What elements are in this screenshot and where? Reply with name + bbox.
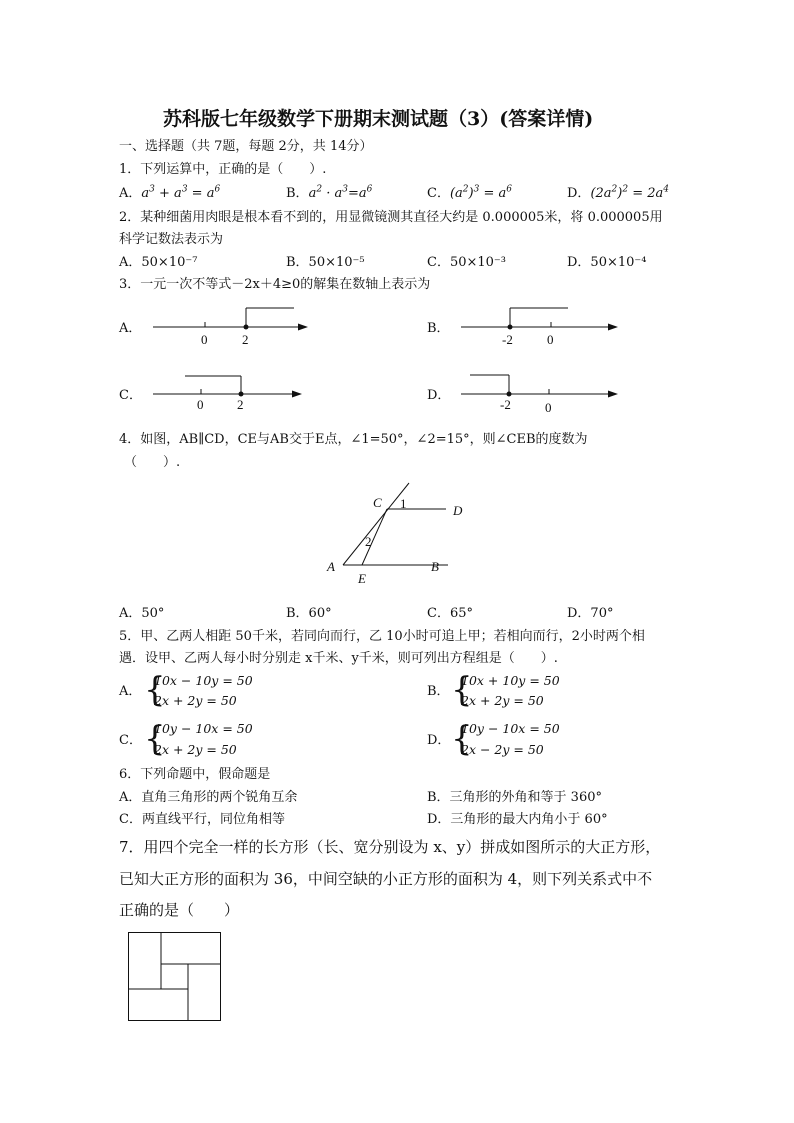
q1-d-label: D． xyxy=(567,186,591,201)
q4-label-e: E xyxy=(358,571,366,586)
q5-b-eq2: 2x + 2y = 50 xyxy=(461,693,544,708)
q5-stem-line1: 5．甲、乙两人相距 50千米，若同向而行，乙 10小时可追上甲；若相向而行，2小时两个相 xyxy=(119,629,645,644)
q4-option-a[interactable]: A．50° xyxy=(119,606,165,621)
q4-stem-line2: （ ）. xyxy=(124,455,181,470)
q5-option-a-label[interactable]: A． xyxy=(119,684,142,699)
q6-stem: 6．下列命题中，假命题是 xyxy=(119,767,271,782)
q2-option-a[interactable]: A．50×10⁻⁷ xyxy=(119,255,198,270)
q6-option-b[interactable]: B．三角形的外角和等于 360° xyxy=(427,790,602,805)
q3-d-tick-neg2: -2 xyxy=(500,397,511,412)
q5-b-eq1: 10x + 10y = 50 xyxy=(461,673,560,688)
q3-number-line-c xyxy=(150,367,320,417)
q1-option-c[interactable] xyxy=(427,186,512,202)
q5-option-d-label[interactable]: D． xyxy=(427,733,451,748)
q3-option-d-label[interactable]: D． xyxy=(427,388,451,403)
q5-d-brace: { xyxy=(451,719,473,759)
q3-a-tick-2: 2 xyxy=(242,332,249,347)
q4-option-b[interactable]: B．60° xyxy=(286,606,332,621)
q1-d-math: $(2a^2)^2 = 2a^4$ xyxy=(590,184,669,201)
q2-option-c[interactable]: C．50×10⁻³ xyxy=(427,255,506,270)
q2-option-d[interactable]: D．50×10⁻⁴ xyxy=(567,255,647,270)
q5-option-c-label[interactable]: C． xyxy=(119,733,142,748)
q3-option-c-label[interactable]: C． xyxy=(119,388,142,403)
q4-stem-line1: 4．如图，AB∥CD，CE与AB交于E点，∠1=50°，∠2=15°，则∠CEB的度数为 xyxy=(119,432,588,447)
q5-c-brace: { xyxy=(144,719,166,759)
q3-number-line-a xyxy=(150,300,320,350)
q7-rectangles-figure xyxy=(128,932,222,1022)
q3-c-tick-0: 0 xyxy=(197,397,204,412)
q5-b-brace: { xyxy=(451,670,473,710)
q3-c-tick-2: 2 xyxy=(237,397,244,412)
q6-option-d[interactable]: D．三角形的最大内角小于 60° xyxy=(427,812,608,827)
q4-angle-1: 1 xyxy=(400,496,407,511)
page-title: 苏科版七年级数学下册期末测试题（3）(答案详情) xyxy=(163,108,594,130)
q3-d-tick-0: 0 xyxy=(545,400,552,415)
q2-stem-line2: 科学记数法表示为 xyxy=(119,232,224,247)
q4-label-c: C xyxy=(373,495,382,510)
q3-b-tick-0: 0 xyxy=(547,332,554,347)
q5-a-eq1: 10x − 10y = 50 xyxy=(154,673,253,688)
q4-label-b: B xyxy=(431,559,439,574)
q5-option-b-label[interactable]: B． xyxy=(427,684,450,699)
q5-a-eq2: 2x + 2y = 50 xyxy=(154,693,237,708)
q1-option-b[interactable] xyxy=(286,186,372,202)
q1-option-d[interactable] xyxy=(567,186,669,202)
q5-d-eq2: 2x − 2y = 50 xyxy=(461,742,544,757)
q3-a-tick-0: 0 xyxy=(201,332,208,347)
q5-d-eq1: 10y − 10x = 50 xyxy=(461,721,560,736)
q1-a-math: $a^3 + a^3 = a^6$ xyxy=(141,184,221,201)
q5-a-brace: { xyxy=(144,670,166,710)
q7-stem-line3: 正确的是（ ） xyxy=(119,901,240,919)
q4-label-d: D xyxy=(453,503,463,518)
q3-b-tick-neg2: -2 xyxy=(502,332,513,347)
q1-option-a[interactable] xyxy=(119,186,220,202)
q2-option-b[interactable]: B．50×10⁻⁵ xyxy=(286,255,365,270)
q5-c-eq2: 2x + 2y = 50 xyxy=(154,742,237,757)
q1-c-math: $(a^2)^3 = a^6$ xyxy=(449,184,512,201)
q4-option-d[interactable]: D．70° xyxy=(567,606,614,621)
q1-a-label: A． xyxy=(119,186,142,201)
q6-option-a[interactable]: A．直角三角形的两个锐角互余 xyxy=(119,790,298,805)
section-header: 一、选择题（共 7题，每题 2分，共 14分） xyxy=(119,139,373,154)
q3-number-line-b xyxy=(458,300,628,350)
q4-label-a: A xyxy=(327,559,335,574)
q4-option-c[interactable]: C．65° xyxy=(427,606,473,621)
q3-stem: 3．一元一次不等式－2x＋4≥0的解集在数轴上表示为 xyxy=(119,277,431,292)
q1-b-label: B． xyxy=(286,186,309,201)
q3-option-a-label[interactable]: A． xyxy=(119,321,142,336)
q2-stem-line1: 2．某种细菌用肉眼是根本看不到的，用显微镜测其直径大约是 0.000005米，将 0.000005用 xyxy=(119,210,663,225)
q6-option-c[interactable]: C．两直线平行，同位角相等 xyxy=(119,812,285,827)
q1-b-math: $a^2 \cdot a^3=a^6$ xyxy=(308,184,373,201)
q5-c-eq1: 10y − 10x = 50 xyxy=(154,721,253,736)
q7-stem-line2: 已知大正方形的面积为 36，中间空缺的小正方形的面积为 4，则下列关系式中不 xyxy=(119,870,653,888)
q3-option-b-label[interactable]: B． xyxy=(427,321,450,336)
q4-angle-2: 2 xyxy=(365,534,372,549)
q5-stem-line2: 遇．设甲、乙两人每小时分别走 x千米、y千米，则可列出方程组是（ ）. xyxy=(119,651,558,666)
q1-stem: 1．下列运算中，正确的是（ ）. xyxy=(119,162,327,177)
q3-number-line-d xyxy=(458,367,628,417)
q4-geometry-figure xyxy=(320,478,480,588)
q7-stem-line1: 7．用四个完全一样的长方形（长、宽分别设为 x、y）拼成如图所示的大正方形， xyxy=(119,838,661,856)
q1-c-label: C． xyxy=(427,186,450,201)
